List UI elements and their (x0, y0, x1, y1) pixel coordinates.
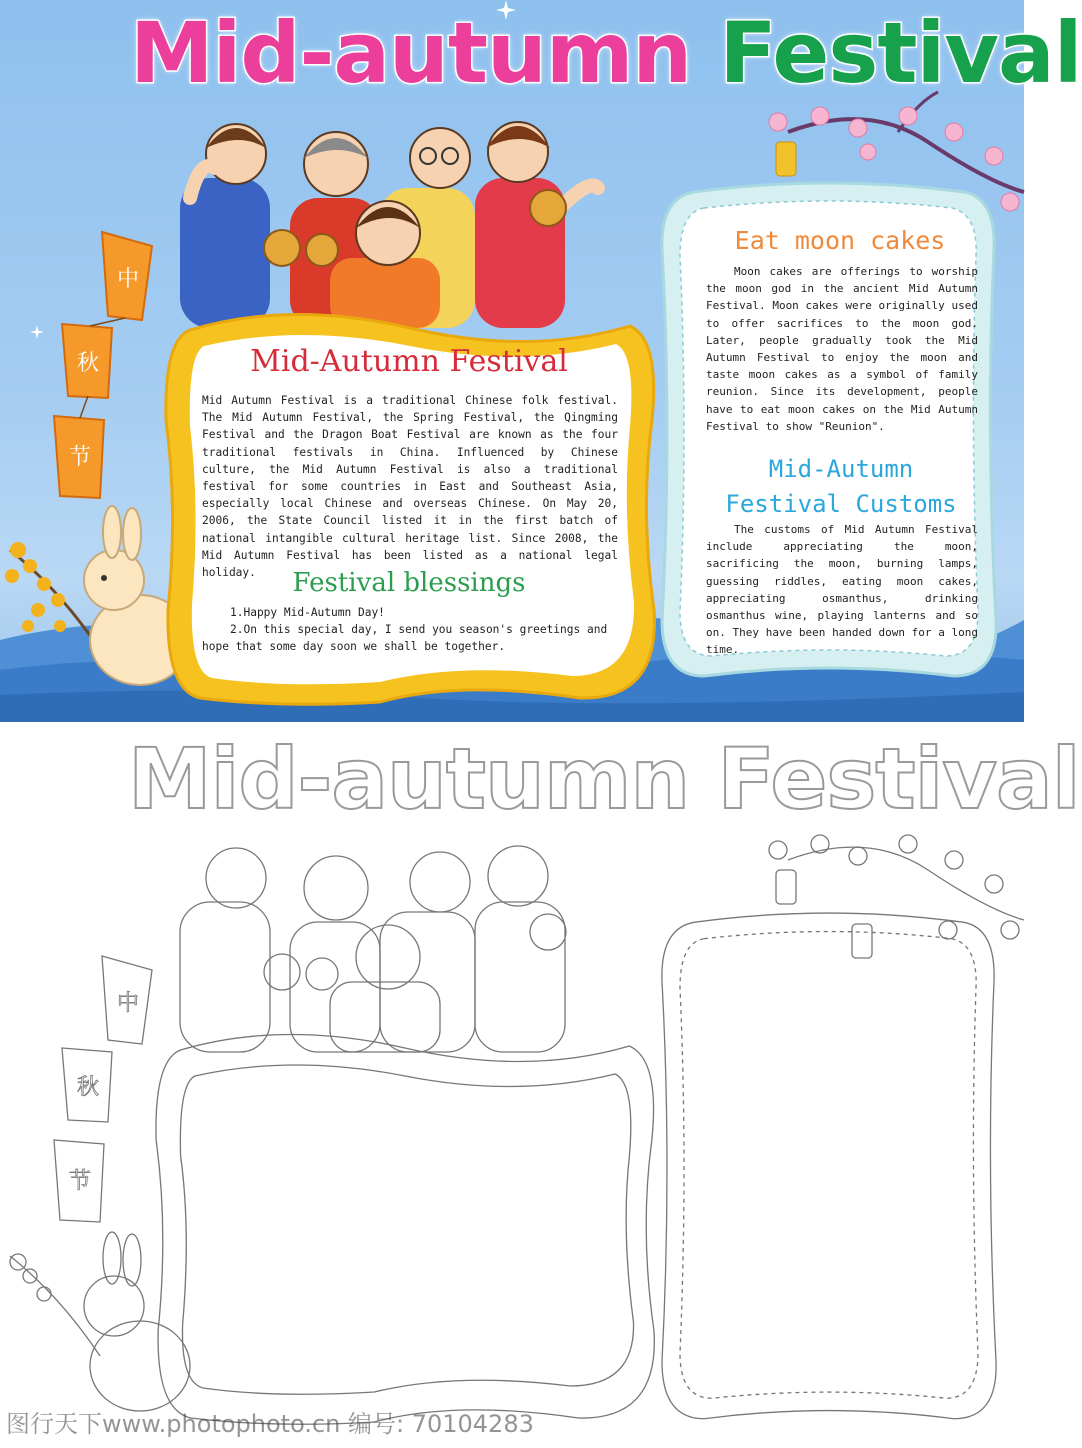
moon-cakes-heading: Eat moon cakes (734, 226, 946, 255)
blessing-item: 1.Happy Mid-Autumn Day! (230, 606, 385, 619)
moon-cake-icon (264, 230, 300, 266)
title-part-2: Festival (719, 4, 1082, 102)
lantern-char-outline-3: 节 (68, 1169, 92, 1194)
sky-lantern-icon (50, 228, 170, 508)
blessings-heading: Festival blessings (292, 568, 526, 598)
lantern-char-2: 秋 (76, 351, 100, 376)
left-panel-body: Mid Autumn Festival is a traditional Chinese folk festival. The Mid Autumn Festival, the Spring Festival, the Qingming Festival and the Dragon Boat Festival are known as the four traditional festivals in China. Influenced by Chinese culture, the Mid Autumn Festival is also a traditional festival for some countries in East and Southeast Asia, especially local Chinese and overseas Chinese. On May 20, 2006, the State Council listed it in the first batch of national intangible cultural heritage list. Since 2008, the Mid Autumn Festival has been listed as a national legal holiday. (202, 394, 618, 580)
customs-body: The customs of Mid Autumn Festival include appreciating the moon, sacrificing the moon, burning lamps, guessing riddles, eating moon cakes, appreciating osmanthus, drinking osmanthus wine, playing lanterns and so on. They have been handed down for a long time. (706, 523, 978, 657)
family-illustration-icon (170, 108, 620, 328)
lantern-char-outline-2: 秋 (76, 1075, 100, 1100)
right-frame-outline (654, 910, 1004, 1428)
moon-cakes-body: Moon cakes are offerings to worship the moon god in the ancient Mid Autumn Festival. Moon cakes were originally used to offer sacrifices to the moon god. Later, people gradually took the Mid Autumn Festival to enjoy the moon and taste moon cakes as a symbol of family reunion. Since its development, people have to eat moon cakes on the Mid Autumn Festival to show "Reunion". (706, 265, 978, 433)
family-outline-icon (170, 832, 620, 1052)
lantern-char-outline-1: 中 (116, 991, 140, 1016)
sparkle-icon (30, 325, 44, 339)
left-frame-outline (150, 1030, 660, 1430)
lantern-char-1: 中 (116, 267, 140, 292)
lantern-char-3: 节 (68, 445, 92, 470)
customs-heading: Mid-Autumn Festival Customs (725, 455, 957, 518)
watermark-text: 图行天下www.photophoto.cn 编号: 70104283 (6, 1410, 534, 1438)
blessings-list (202, 604, 618, 656)
page-title (130, 4, 1082, 102)
left-panel-heading: Mid-Autumn Festival (250, 344, 568, 379)
title-part-1: Mid-autumn (130, 4, 692, 102)
blessing-item: 2.On this special day, I send you season's greetings and hope that some day soon we shall be together. (202, 623, 608, 654)
outline-title: Mid-autumn Festival (128, 730, 1080, 828)
